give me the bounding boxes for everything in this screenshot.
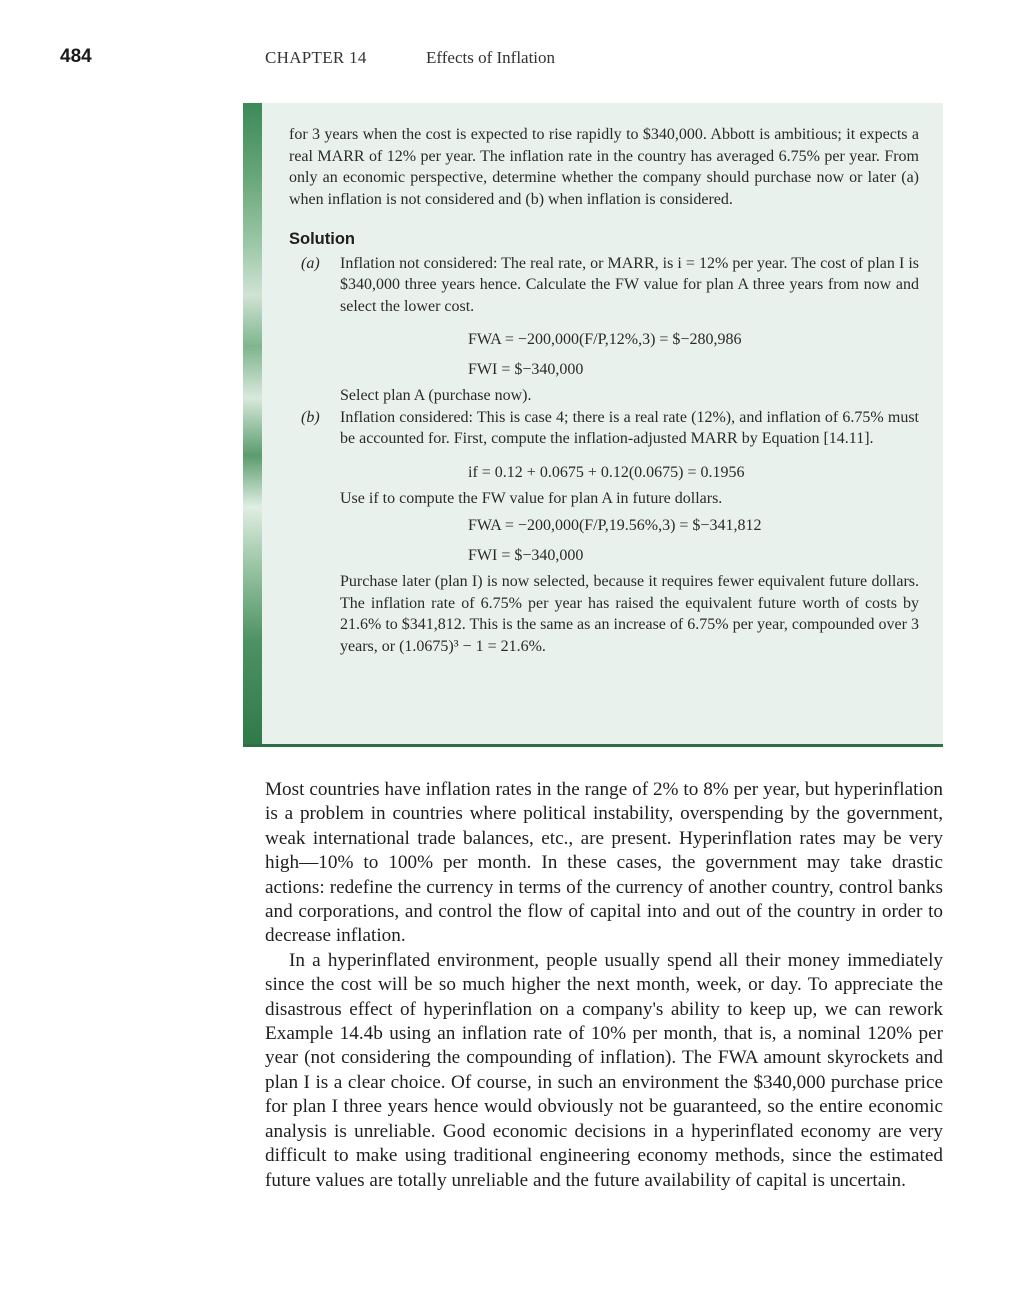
decorative-side-strip [243,103,262,744]
part-b-equation-if: if = 0.12 + 0.0675 + 0.12(0.0675) = 0.1956 [468,463,745,481]
chapter-title: Effects of Inflation [426,48,556,67]
solution-part-b [289,407,919,658]
part-b-conclusion: Purchase later (plan I) is now selected, because it requires fewer equivalent future dollars. The inflation rate of 6.75% per year has raised the equivalent future worth of costs by 21.6% to $341,812. This is the same as an increase of 6.75% per year, compounded over 3 years, or (1.0675)³ − 1 = 21.6%. [340,573,919,655]
page-number: 484 [60,46,92,67]
example-content [289,124,919,657]
body-text [265,778,943,1193]
part-b-use-text: Use if to compute the FW value for plan A in future dollars. [340,489,723,507]
example-intro: for 3 years when the cost is expected to rise rapidly to $340,000. Abbott is ambitious; it expects a real MARR of 12% per year. The inflation rate in the country has averaged 6.75% per year. From only an economic perspective, determine whether the company should purchase now or later (a) when inflation is not considered and (b) when inflation is considered. [289,126,919,208]
part-b-equation-fwa: FWA = −200,000(F/P,19.56%,3) = $−341,812 [468,517,762,534]
page-header [0,46,1036,76]
part-b-label: (b) [301,408,320,426]
part-a-conclusion: Select plan A (purchase now). [340,387,532,404]
body-paragraph-2: In a hyperinflated environment, people usually spend all their money immediately since the cost will be so much higher the next month, week, or day. To appreciate the disastrous effect of hyperinflation on a company's ability to keep up, we can rework Example 14.4b using an inflation rate of 10% per month, that is, a nominal 120% per year (not considering the compounding of inflation). The FWA amount skyrockets and plan I is a clear choice. Of course, in such an environment the $340,000 purchase price for plan I three years hence would obviously not be guaranteed, so the entire economic analysis is unreliable. Good economic decisions in a hyperinflated economy are very difficult to make using traditional engineering economy methods, since the estimated future values are totally unreliable and the future availability of capital is uncertain. [265,949,943,1191]
solution-part-a [289,253,919,407]
chapter-label: CHAPTER 14 [265,48,367,67]
part-a-equation-fwi: FWI = $−340,000 [468,361,584,378]
part-a-equation-fwa: FWA = −200,000(F/P,12%,3) = $−280,986 [468,331,742,348]
solution-heading: Solution [289,230,355,248]
example-box [243,103,943,747]
part-a-text: Inflation not considered: The real rate, or MARR, is i = 12% per year. The cost of plan I is $340,000 three years hence. Calculate the FW value for plan A three years from now and select the lower cost. [340,254,919,315]
part-b-text: Inflation considered: This is case 4; there is a real rate (12%), and inflation of 6.75% must be accounted for. First, compute the inflation-adjusted MARR by Equation [14.11]. [340,408,919,447]
part-b-equation-fwi: FWI = $−340,000 [468,547,584,564]
body-paragraph-1: Most countries have inflation rates in the range of 2% to 8% per year, but hyperinflation is a problem in countries where political instability, overspending by the government, weak international trade balances, etc., are present. Hyperinflation rates may be very high—10% to 100% per month. In these cases, the government may take drastic actions: redefine the currency in terms of the currency of another country, control banks and corporations, and control the flow of capital into and out of the country in order to decrease inflation. [265,779,943,947]
part-a-label: (a) [301,254,320,272]
